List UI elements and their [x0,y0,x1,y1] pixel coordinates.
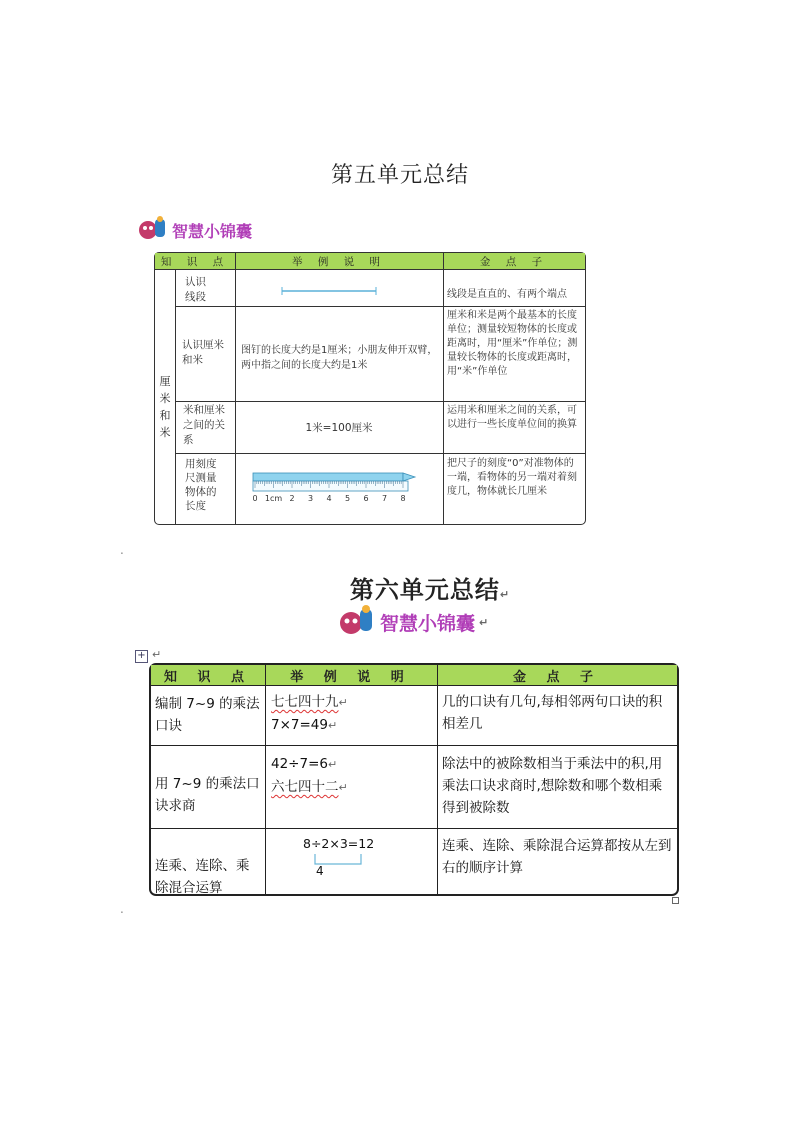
unit6-summary-table [149,663,679,896]
table-row-tip: 线段是直直的、有两个端点 [447,289,567,300]
unit5-title: 第五单元总结 [330,163,469,188]
unit6-title [280,570,580,605]
badge-label: 智慧小锦囊 [380,613,476,635]
header-tip: 金 点 子 [479,256,549,268]
table-header [151,665,677,686]
table-row-tip: 连乘、连除、乘除混合运算都按从左到右的顺序计算 [442,838,672,876]
unit5-summary-table [154,252,586,525]
header-example: 举 例 说 明 [291,256,386,268]
table-header [155,253,585,270]
category-label [155,373,175,441]
header-example: 举 例 说 明 [290,670,412,685]
paragraph-mark: . [120,902,124,916]
table-row-example: 1米=100厘米 [305,422,373,434]
table-row-topic: 米和厘米之间的关系 [183,404,225,446]
table-row-example: 42÷7=6↵ 六七四十二↵ [271,756,348,795]
ruler-tick-label: 1cm [264,494,283,503]
table-row-example: 图钉的长度大约是1厘米；小朋友伸开双臂，两中指之间的长度大约是1米 [241,345,438,371]
category-text: 厘米和米 [159,375,171,439]
ruler-tick-label: 6 [363,494,369,503]
badge-label: 智慧小锦囊 [172,221,253,241]
table-row-tip: 厘米和米是两个最基本的长度单位；测量较短物体的长度或距离时，用“厘米”作单位；测量较长物体的长度或距离时，用“米”作单位 [447,310,578,377]
example-intermediate: 4 [316,864,324,878]
ruler-tick-label: 7 [381,494,388,503]
return-mark-icon: ↵ [152,648,162,661]
table-row-example: 七七四十九↵ 7×7=49↵ [271,694,348,733]
header-knowledge: 知 识 点 [163,670,253,685]
table-move-handle[interactable]: + [135,650,148,663]
ruler-tick-label: 0 [252,494,258,503]
table-row-topic: 连乘、连除、乘除混合运算 [155,858,250,896]
ruler-tick-label: 2 [289,494,295,503]
ruler-tick-label: 3 [307,494,314,503]
table-row-example [303,833,374,855]
return-mark-icon: ↵ [499,588,511,601]
mascot-icon [138,215,168,245]
unit6-title-text: 第六单元总结 [349,576,500,604]
table-row-topic: 认识厘米和米 [182,339,224,366]
header-tip: 金 点 子 [512,670,602,685]
example-line: 六七四十二 [271,779,339,795]
table-row-tip: 把尺子的刻度“0”对准物体的一端，看物体的另一端对着刻度几，物体就长几厘米 [447,458,577,497]
ruler-figure [253,471,418,505]
example-line: 42÷7=6 [271,756,328,772]
line-segment-figure [280,286,378,296]
table-row-tip: 几的口诀有几句,每相邻两句口诀的积相差几 [442,694,663,732]
table-row-tip: 除法中的被除数相当于乘法中的积,用乘法口诀求商时,想除数和哪个数相乘得到被除数 [442,756,663,816]
table-row-topic: 用刻度尺测量物体的长度 [185,458,217,512]
unit5-badge [138,215,252,245]
ruler-tick-label: 4 [326,494,332,503]
example-line: 7×7=49 [271,717,328,733]
ruler-tick-label: 5 [344,494,351,503]
example-line: 七七四十九 [271,694,339,710]
table-row-topic: 用 7~9 的乘法口诀求商 [155,776,260,814]
mascot-icon [338,604,376,641]
ruler-tick-label: 8 [400,494,406,503]
table-row-topic: 认识线段 [185,276,206,303]
table-resize-handle[interactable] [672,897,679,904]
paragraph-mark: . [120,543,124,557]
table-row-topic: 编制 7~9 的乘法口诀 [155,696,260,734]
table-row-tip: 运用米和厘米之间的关系，可以进行一些长度单位间的换算 [447,405,577,430]
unit6-badge [338,604,488,641]
example-line: 8÷2×3=12 [303,836,375,851]
header-knowledge: 知 识 点 [160,256,230,268]
return-mark-icon: ↵ [479,616,489,629]
